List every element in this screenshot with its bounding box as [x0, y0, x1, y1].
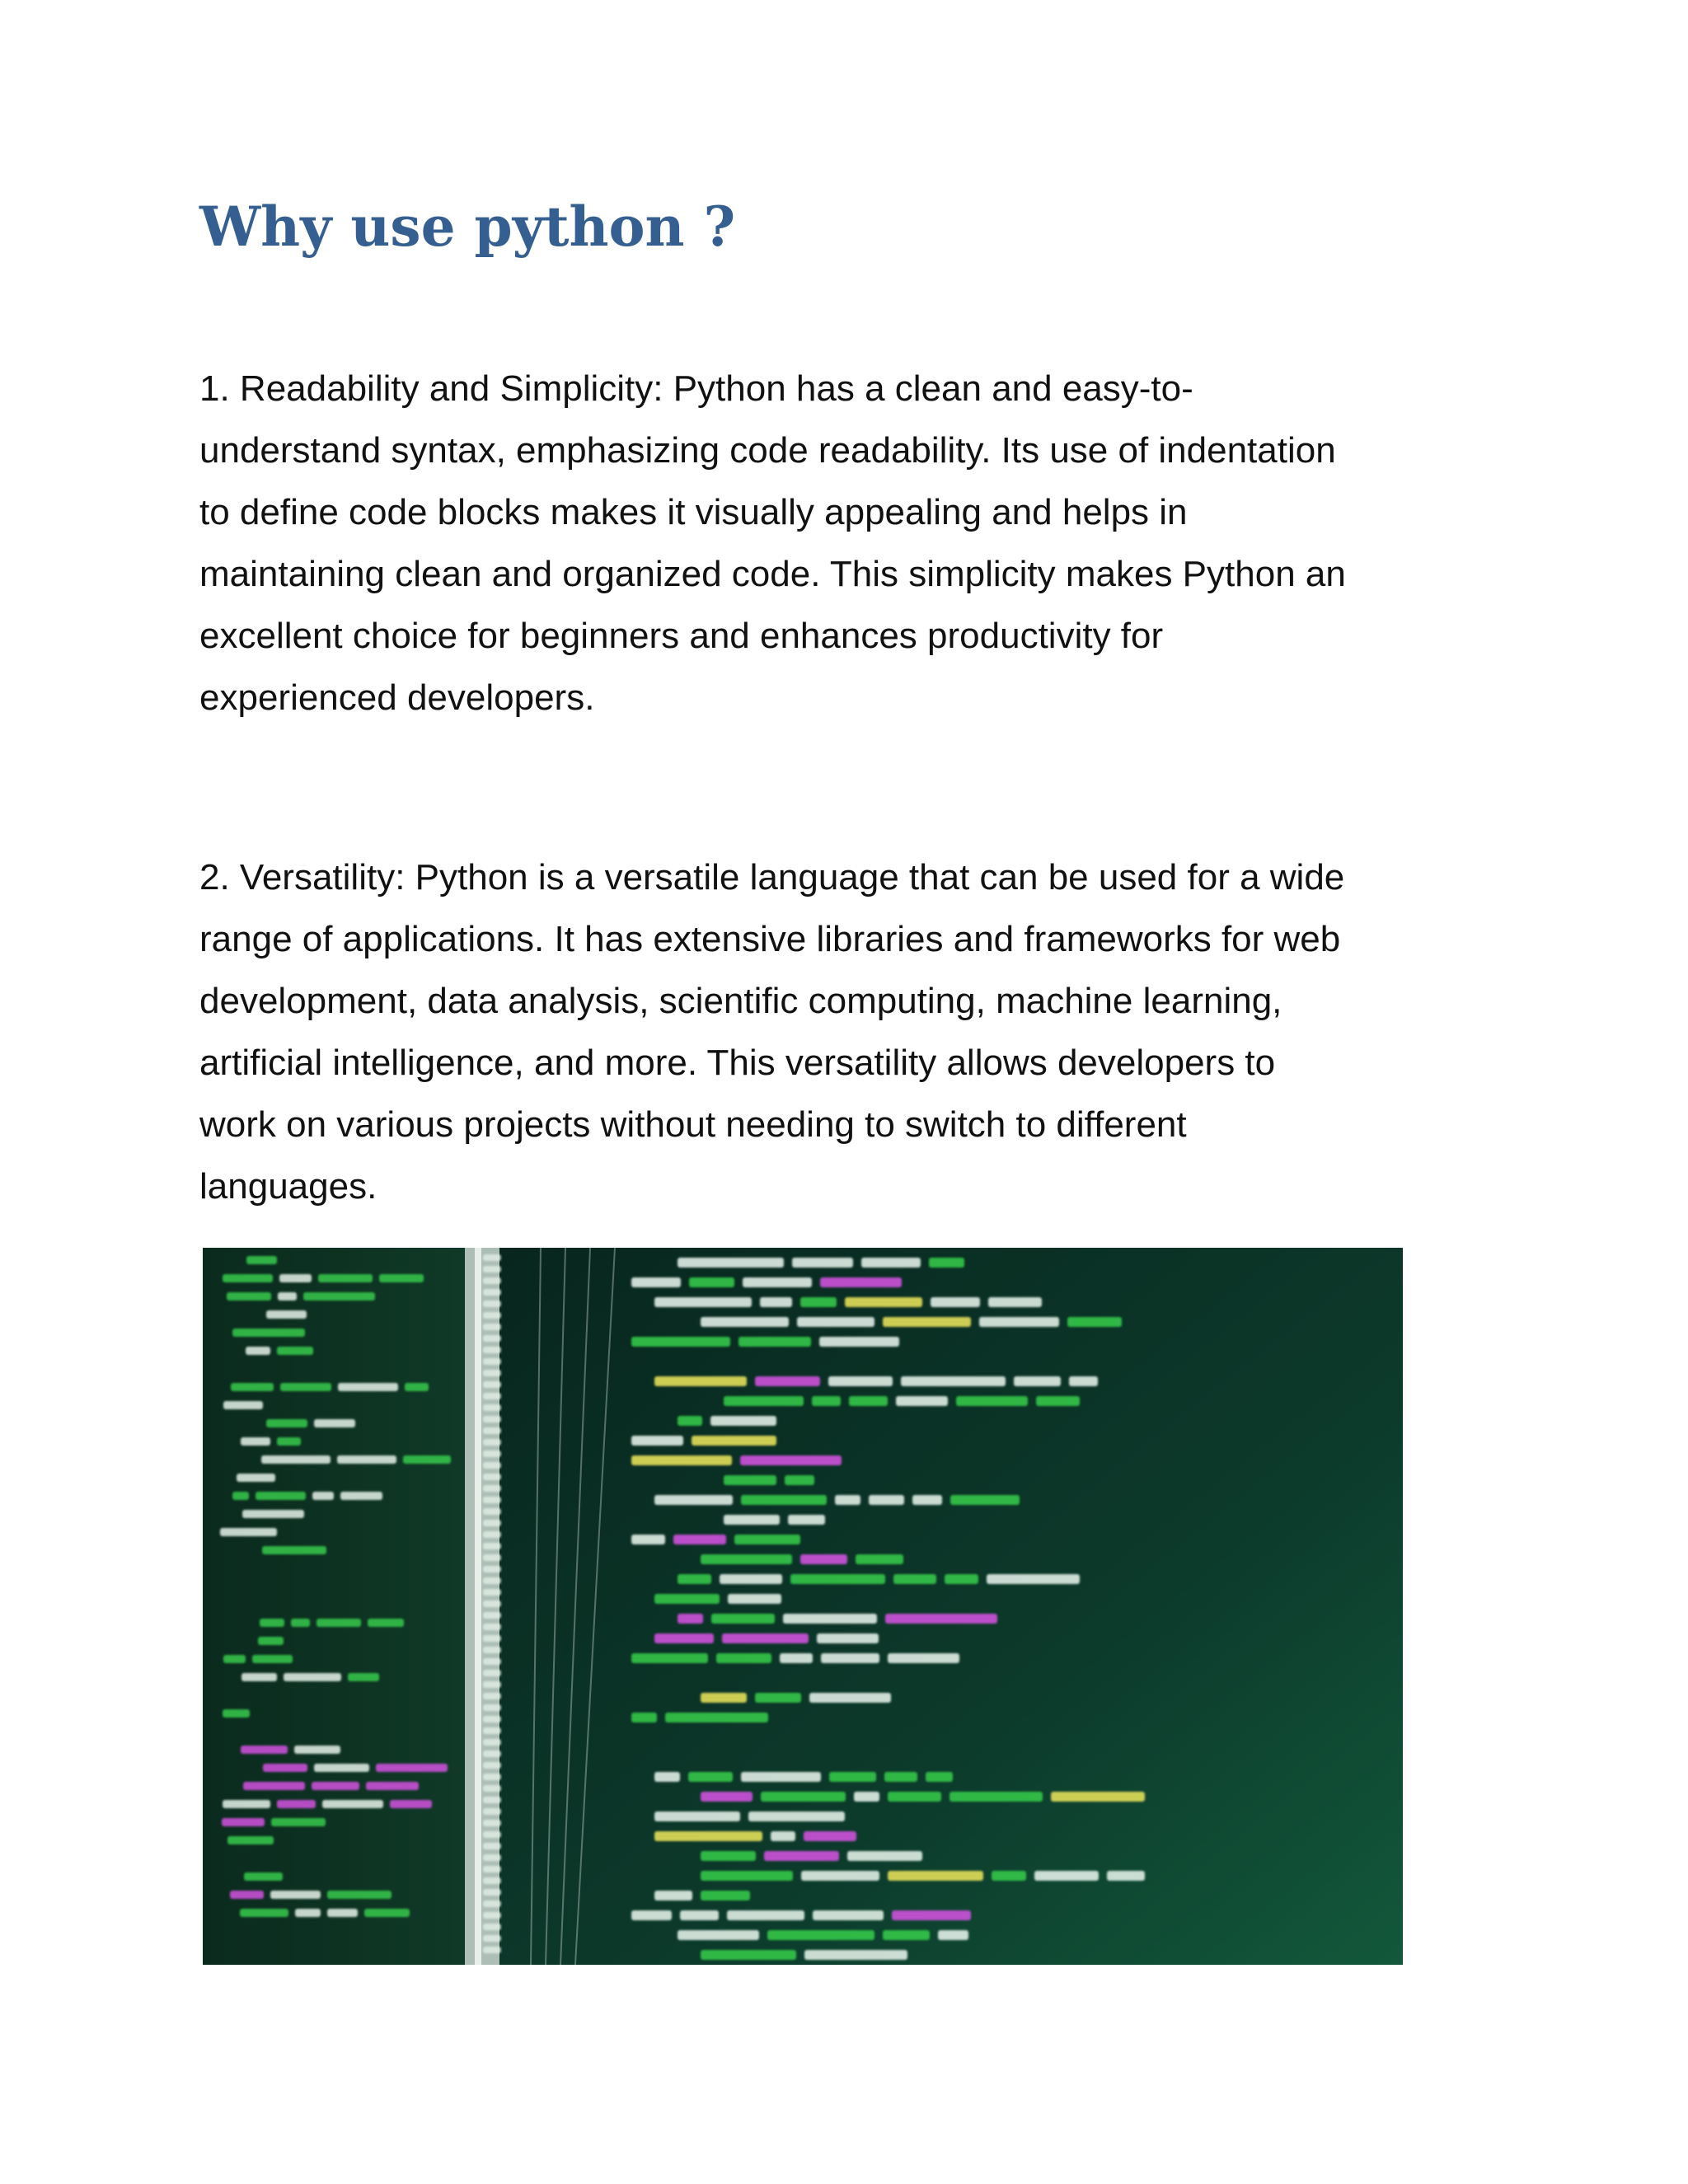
code-token	[701, 1851, 756, 1861]
code-token	[931, 1297, 980, 1307]
paragraph-line: maintaining clean and organized code. This simplicity makes Python an	[199, 554, 1346, 594]
code-token	[748, 1811, 845, 1821]
paragraph-line: 2. Versatility: Python is a versatile language that can be used for a wide	[199, 857, 1345, 898]
paragraph-line: development, data analysis, scientific computing, machine learning,	[199, 981, 1282, 1021]
code-token	[483, 1612, 501, 1619]
code-token	[792, 1258, 853, 1268]
code-token	[262, 1546, 326, 1554]
code-token	[929, 1258, 964, 1268]
code-token	[312, 1492, 334, 1500]
code-token	[483, 1808, 501, 1815]
code-token	[701, 1317, 789, 1327]
code-token	[883, 1317, 971, 1327]
code-token	[801, 1871, 879, 1881]
code-token	[901, 1376, 1006, 1386]
code-token	[678, 1614, 703, 1624]
code-token	[1051, 1792, 1145, 1802]
code-token	[266, 1419, 307, 1427]
code-token	[483, 1843, 501, 1849]
code-token	[896, 1396, 948, 1406]
code-token	[654, 1297, 752, 1307]
code-token	[956, 1396, 1028, 1406]
code-token	[483, 1266, 501, 1272]
code-token	[828, 1376, 893, 1386]
code-token	[761, 1792, 846, 1802]
code-token	[979, 1317, 1059, 1327]
code-token	[483, 1439, 501, 1446]
code-token	[256, 1492, 306, 1500]
paragraph-line: experienced developers.	[199, 677, 595, 718]
code-token	[260, 1619, 284, 1627]
code-token	[483, 1577, 501, 1584]
code-token	[797, 1317, 874, 1327]
code-token	[223, 1401, 263, 1409]
code-token	[223, 1274, 273, 1282]
paragraph-readability	[199, 358, 1485, 729]
code-token	[483, 1277, 501, 1284]
code-token	[483, 1358, 501, 1365]
code-token	[314, 1419, 355, 1427]
code-token	[813, 1910, 884, 1920]
code-token	[327, 1909, 358, 1917]
code-token	[483, 1370, 501, 1376]
code-token	[303, 1292, 375, 1301]
code-token	[654, 1891, 692, 1900]
code-token	[483, 1497, 501, 1503]
code-token	[368, 1619, 404, 1627]
code-token	[893, 1574, 936, 1584]
code-token	[243, 1782, 305, 1790]
code-token	[314, 1764, 369, 1772]
code-token	[724, 1396, 804, 1406]
code-token	[665, 1713, 768, 1722]
code-token	[888, 1792, 941, 1802]
code-token	[227, 1836, 274, 1844]
code-token	[678, 1258, 784, 1268]
code-token	[312, 1782, 359, 1790]
code-token	[277, 1437, 301, 1446]
code-token	[678, 1574, 711, 1584]
code-token	[1014, 1376, 1061, 1386]
code-token	[246, 1256, 277, 1264]
code-token	[483, 1254, 501, 1261]
code-token	[654, 1495, 733, 1505]
code-token	[767, 1930, 874, 1940]
code-token	[483, 1912, 501, 1919]
code-token	[869, 1495, 904, 1505]
code-token	[701, 1792, 753, 1802]
code-token	[992, 1871, 1026, 1881]
paragraph-line: work on various projects without needing to switch to different	[199, 1104, 1187, 1145]
code-token	[738, 1337, 811, 1347]
code-token	[277, 1800, 316, 1808]
code-token	[223, 1800, 270, 1808]
code-token	[483, 1381, 501, 1388]
code-token	[364, 1909, 410, 1917]
code-token	[483, 1750, 501, 1757]
code-token	[856, 1554, 903, 1564]
paragraph-line: artificial intelligence, and more. This versatility allows developers to	[199, 1043, 1276, 1083]
code-token	[318, 1274, 373, 1282]
code-token	[716, 1653, 771, 1663]
code-token	[631, 1535, 665, 1544]
code-token	[242, 1510, 304, 1518]
code-token	[280, 1383, 331, 1391]
code-token	[258, 1637, 284, 1645]
code-token	[483, 1312, 501, 1319]
code-token	[348, 1673, 379, 1681]
paragraph-line: understand syntax, emphasizing code readability. Its use of indentation	[199, 430, 1336, 471]
right-editor-pane	[499, 1248, 1403, 1965]
code-token	[483, 1774, 501, 1780]
code-token	[631, 1455, 732, 1465]
code-token	[710, 1416, 776, 1426]
code-token	[888, 1653, 959, 1663]
code-token	[945, 1574, 978, 1584]
code-token	[403, 1455, 451, 1464]
code-token	[483, 1416, 501, 1422]
code-token	[809, 1693, 891, 1703]
code-token	[483, 1704, 501, 1711]
code-token	[244, 1872, 283, 1881]
code-token	[820, 1277, 902, 1287]
code-token	[483, 1877, 501, 1884]
code-token	[483, 1601, 501, 1607]
code-token	[483, 1693, 501, 1699]
code-token	[654, 1772, 680, 1782]
code-token	[483, 1520, 501, 1526]
code-token	[741, 1495, 827, 1505]
code-token	[631, 1910, 672, 1920]
code-token	[327, 1891, 392, 1899]
code-token	[227, 1292, 271, 1301]
code-token	[728, 1594, 781, 1604]
code-token	[277, 1347, 313, 1355]
code-token	[845, 1297, 922, 1307]
code-token	[483, 1554, 501, 1561]
code-token	[483, 1924, 501, 1930]
code-token	[483, 1324, 501, 1330]
code-token	[232, 1329, 305, 1337]
code-token	[340, 1492, 382, 1500]
code-token	[654, 1831, 762, 1841]
code-token	[483, 1566, 501, 1572]
paragraph-line: 1. Readability and Simplicity: Python has a clean and easy-to-	[199, 368, 1193, 409]
code-token	[804, 1950, 907, 1960]
code-token	[950, 1495, 1020, 1505]
line-number-gutter	[483, 1254, 501, 1953]
code-token	[483, 1866, 501, 1872]
code-token	[785, 1475, 814, 1485]
page-title: Why use python ?	[199, 194, 736, 259]
code-token	[926, 1772, 953, 1782]
code-token	[483, 1647, 501, 1653]
code-token	[689, 1277, 734, 1287]
code-token	[483, 1854, 501, 1861]
code-token	[483, 1451, 501, 1457]
code-token	[278, 1292, 297, 1301]
code-token	[821, 1653, 879, 1663]
code-token	[295, 1909, 321, 1917]
code-token	[483, 1508, 501, 1515]
code-token	[755, 1376, 820, 1386]
code-token	[284, 1673, 341, 1681]
code-token	[680, 1910, 719, 1920]
code-token	[483, 1727, 501, 1734]
code-screen-image	[203, 1248, 1403, 1965]
code-token	[780, 1653, 813, 1663]
left-editor-pane	[203, 1248, 475, 1965]
code-token	[892, 1910, 971, 1920]
code-token	[788, 1515, 825, 1525]
code-token	[263, 1764, 307, 1772]
code-token	[483, 1785, 501, 1792]
code-token	[271, 1818, 326, 1826]
code-token	[405, 1383, 429, 1391]
code-token	[631, 1653, 708, 1663]
code-token	[631, 1337, 730, 1347]
code-token	[654, 1376, 747, 1386]
code-token	[692, 1436, 776, 1446]
code-token	[849, 1396, 888, 1406]
code-token	[483, 1670, 501, 1676]
code-token	[722, 1633, 809, 1643]
code-token	[483, 1335, 501, 1342]
code-token	[376, 1764, 448, 1772]
code-token	[884, 1772, 917, 1782]
code-token	[279, 1274, 312, 1282]
code-token	[483, 1543, 501, 1549]
code-token	[390, 1800, 432, 1808]
code-token	[720, 1574, 782, 1584]
code-token	[483, 1900, 501, 1907]
code-token	[835, 1495, 860, 1505]
code-token	[883, 1930, 930, 1940]
paragraph-line: range of applications. It has extensive libraries and frameworks for web	[199, 919, 1341, 959]
code-token	[734, 1535, 800, 1544]
code-token	[294, 1746, 340, 1754]
code-token	[241, 1437, 270, 1446]
code-token	[701, 1891, 750, 1900]
code-token	[678, 1930, 759, 1940]
code-token	[1034, 1871, 1099, 1881]
code-token	[631, 1713, 657, 1722]
code-token	[241, 1746, 288, 1754]
code-token	[240, 1909, 288, 1917]
code-token	[316, 1619, 361, 1627]
code-token	[252, 1655, 293, 1663]
code-token	[231, 1383, 274, 1391]
code-token	[812, 1396, 841, 1406]
code-token	[483, 1658, 501, 1665]
code-token	[483, 1739, 501, 1746]
code-token	[711, 1614, 775, 1624]
code-token	[237, 1474, 275, 1482]
code-token	[483, 1831, 501, 1838]
code-token	[888, 1871, 983, 1881]
code-token	[241, 1673, 277, 1681]
code-screen-illustration	[203, 1248, 1403, 1965]
code-token	[483, 1935, 501, 1942]
code-token	[987, 1574, 1080, 1584]
code-token	[483, 1427, 501, 1434]
code-token	[270, 1891, 321, 1899]
code-token	[246, 1347, 270, 1355]
code-token	[483, 1404, 501, 1411]
code-token	[760, 1297, 792, 1307]
code-token	[755, 1693, 801, 1703]
code-token	[783, 1614, 877, 1624]
code-token	[678, 1416, 702, 1426]
code-token	[724, 1515, 780, 1525]
code-token	[232, 1492, 249, 1500]
code-token	[854, 1792, 879, 1802]
code-token	[764, 1851, 839, 1861]
code-token	[483, 1485, 501, 1492]
code-token	[483, 1589, 501, 1596]
code-token	[223, 1709, 250, 1718]
code-token	[804, 1831, 856, 1841]
code-token	[800, 1554, 847, 1564]
code-token	[817, 1633, 879, 1643]
code-token	[654, 1594, 720, 1604]
code-token	[230, 1891, 264, 1899]
code-token	[771, 1831, 795, 1841]
code-token	[1036, 1396, 1080, 1406]
code-token	[701, 1950, 796, 1960]
code-token	[988, 1297, 1042, 1307]
code-token	[1107, 1871, 1145, 1881]
code-token	[483, 1889, 501, 1896]
paragraph-versatility	[199, 846, 1485, 1217]
code-token	[483, 1393, 501, 1399]
code-token	[654, 1811, 740, 1821]
code-token	[724, 1475, 776, 1485]
code-token	[291, 1619, 310, 1627]
code-token	[688, 1772, 733, 1782]
code-token	[673, 1535, 726, 1544]
code-token	[800, 1297, 837, 1307]
code-token	[322, 1800, 383, 1808]
code-token	[483, 1531, 501, 1538]
bezel-highlight	[475, 1248, 481, 1965]
code-token	[727, 1910, 804, 1920]
code-token	[483, 1289, 501, 1296]
code-token	[366, 1782, 419, 1790]
paragraph-line: to define code blocks makes it visually appealing and helps in	[199, 492, 1188, 532]
code-token	[483, 1635, 501, 1642]
code-token	[861, 1258, 921, 1268]
code-token	[483, 1820, 501, 1826]
code-token	[654, 1633, 714, 1643]
code-token	[266, 1310, 307, 1319]
code-token	[222, 1818, 265, 1826]
code-token	[740, 1455, 842, 1465]
code-token	[950, 1792, 1043, 1802]
code-token	[220, 1528, 277, 1536]
code-token	[483, 1347, 501, 1353]
code-token	[379, 1274, 424, 1282]
code-token	[1067, 1317, 1122, 1327]
paragraph-line: excellent choice for beginners and enhances productivity for	[199, 616, 1164, 656]
code-token	[631, 1277, 681, 1287]
code-token	[741, 1772, 821, 1782]
code-token	[483, 1797, 501, 1803]
code-token	[938, 1930, 968, 1940]
code-token	[261, 1455, 331, 1464]
code-token	[483, 1947, 501, 1953]
code-token	[790, 1574, 885, 1584]
code-token	[743, 1277, 812, 1287]
code-token	[885, 1614, 997, 1624]
code-token	[631, 1436, 683, 1446]
code-token	[483, 1716, 501, 1722]
code-token	[829, 1772, 876, 1782]
code-token	[483, 1474, 501, 1480]
code-token	[912, 1495, 942, 1505]
code-token	[483, 1301, 501, 1307]
code-token	[483, 1681, 501, 1688]
code-token	[701, 1693, 747, 1703]
code-token	[819, 1337, 899, 1347]
code-token	[338, 1383, 398, 1391]
code-token	[483, 1762, 501, 1769]
code-token	[337, 1455, 396, 1464]
code-token	[483, 1624, 501, 1630]
code-token	[847, 1851, 922, 1861]
paragraph-line: languages.	[199, 1166, 377, 1207]
code-token	[701, 1871, 793, 1881]
code-token	[701, 1554, 792, 1564]
code-token	[1069, 1376, 1098, 1386]
code-token	[223, 1655, 246, 1663]
code-token	[483, 1462, 501, 1469]
